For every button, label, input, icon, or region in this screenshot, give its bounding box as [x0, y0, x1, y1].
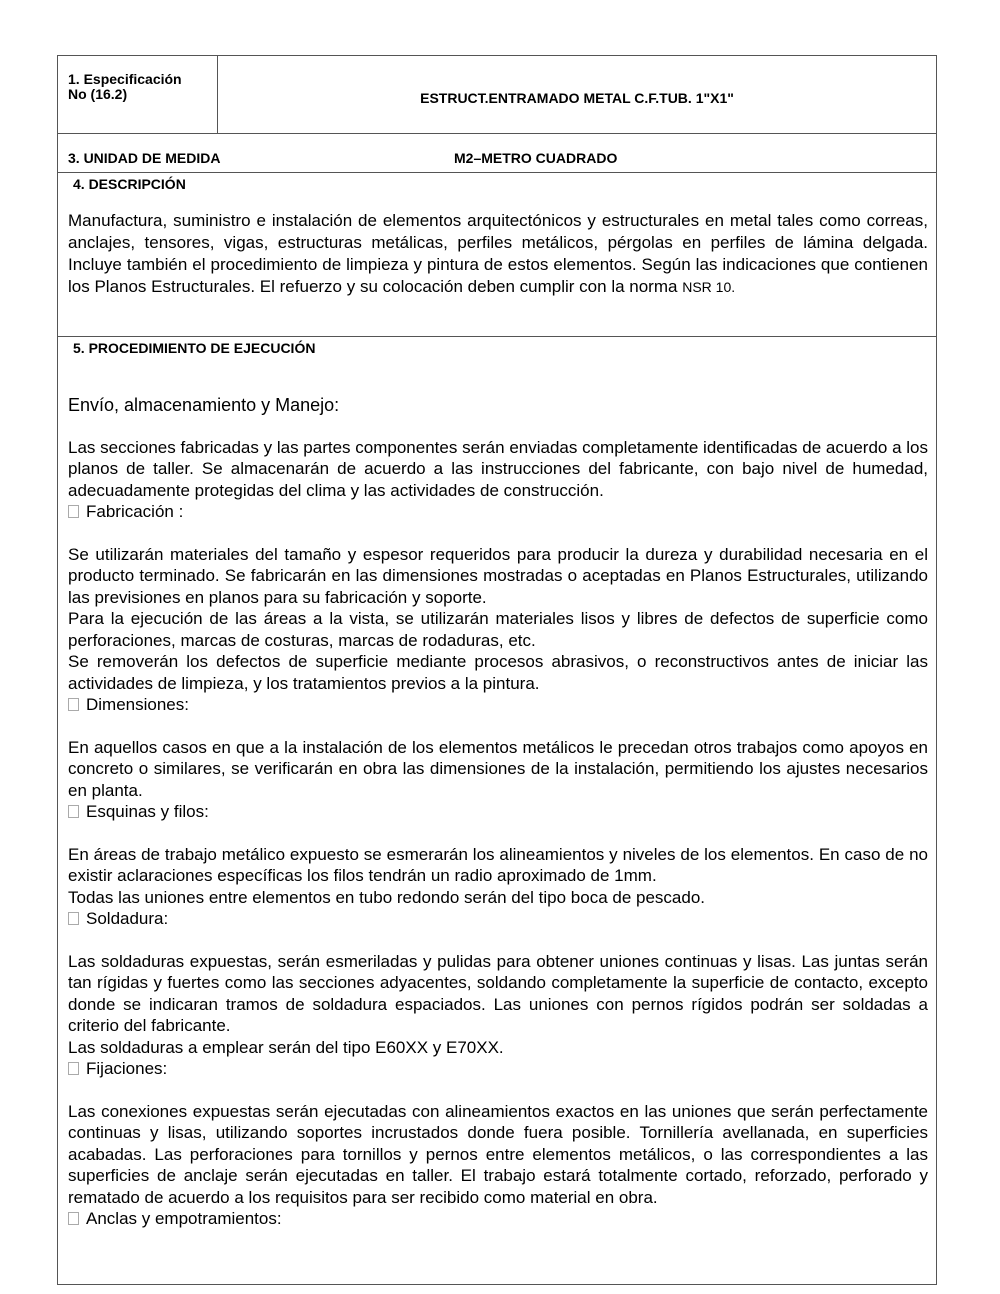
bullet-esquinas: Esquinas y filos: — [68, 801, 928, 823]
bullet-box-icon — [68, 698, 79, 711]
procedure-heading: 5. PROCEDIMIENTO DE EJECUCIÓN — [73, 340, 316, 356]
procedure-subtitle: Envío, almacenamiento y Manejo: — [68, 395, 340, 415]
bullet-soldadura: Soldadura: — [68, 908, 928, 930]
unit-value: M2–METRO CUADRADO — [454, 150, 618, 166]
description-norm: NSR 10. — [682, 279, 736, 295]
spec-number-cell — [58, 56, 218, 133]
spec-number: No (16.2) — [68, 86, 128, 102]
paragraph-envio: Las secciones fabricadas y las partes componentes serán enviadas completamente identificadas de acuerdo a los planos de taller. Se almacenarán de acuerdo a las instrucciones del fabricante, con bajo nivel de humedad, adecuadamente protegidas del clima y las actividades de construcción. — [68, 437, 928, 500]
bullet-box-icon — [68, 1212, 79, 1225]
bullet-dimensiones: Dimensiones: — [68, 694, 928, 716]
spec-header-row — [58, 56, 936, 134]
description-section — [58, 173, 936, 337]
spec-title: ESTRUCT.ENTRAMADO METAL C.F.TUB. 1"X1" — [420, 90, 734, 106]
paragraph-fabricacion-2: Para la ejecución de las áreas a la vista, se utilizarán materiales lisos y libres de defectos de superficie como perforaciones, marcas de costuras, marcas de rodaduras, etc. — [68, 609, 928, 650]
paragraph-fabricacion-3: Se removerán los defectos de superficie mediante procesos abrasivos, o reconstructivos antes de iniciar las actividades de limpieza, y los tratamientos previos a la pintura. — [68, 652, 928, 693]
procedure-section — [58, 337, 936, 1285]
paragraph-soldadura-2: Las soldaduras a emplear serán del tipo E60XX y E70XX. — [68, 1037, 504, 1057]
bullet-box-icon — [68, 805, 79, 818]
paragraph-dimensiones: En aquellos casos en que a la instalación de los elementos metálicos le precedan otros trabajos como apoyos en concreto o similares, se verificarán en obra las dimensiones de la instalación, permitiendo los ajustes necesarios en planta. — [68, 737, 928, 800]
bullet-fijaciones: Fijaciones: — [68, 1058, 928, 1080]
paragraph-esquinas-2: Todas las uniones entre elementos en tubo redondo serán del tipo boca de pescado. — [68, 887, 706, 907]
paragraph-esquinas-1: En áreas de trabajo metálico expuesto se esmerarán los alineamientos y niveles de los elementos. En caso de no existir aclaraciones específicas los filos tendrán un radio aproximado de 1mm. — [68, 844, 928, 885]
bullet-box-icon — [68, 1062, 79, 1075]
description-text — [68, 210, 928, 298]
description-body: Manufactura, suministro e instalación de elementos arquitectónicos y estructurales en metal tales como correas, anclajes, tensores, vigas, estructuras metálicas, perfiles metálicos, pérgolas en perfiles de lámina delgada. Incluye también el procedimiento de limpieza y pintura de estos elementos. Según las indicaciones que contienen los Planos Estructurales. El refuerzo y su colocación deben cumplir con la norma — [68, 211, 928, 296]
description-heading: 4. DESCRIPCIÓN — [73, 176, 186, 192]
unit-label: 3. UNIDAD DE MEDIDA — [68, 150, 221, 166]
paragraph-fijaciones: Las conexiones expuestas serán ejecutadas con alineamientos exactos en las uniones que serán perfectamente continuas y lisas, utilizando soportes incrustados donde fuera posible. Tornillería avellanada, en superficies acabadas. Las perforaciones para tornillos y pernos entre elementos metálicos, o las correspondientes a las superficies de anclaje serán ejecutadas en taller. El trabajo estará totalmente cortado, reforzado, perforado y rematado de acuerdo a los requisitos para ser recibido como material en obra. — [68, 1101, 928, 1207]
bullet-box-icon — [68, 912, 79, 925]
bullet-fabricacion: Fabricación : — [68, 501, 928, 523]
spec-label: 1. Especificación — [68, 71, 182, 87]
paragraph-soldadura-1: Las soldaduras expuestas, serán esmeriladas y pulidas para obtener uniones continuas y lisas. Las juntas serán tan rígidas y fuertes como las secciones adyacentes, soldando completamente la superficie de contacto, excepto donde se indicaran tramos de soldadura espaciados. Las uniones con pernos rígidos podrán ser soldadas a criterio del fabricante. — [68, 951, 928, 1035]
bullet-anclas: Anclas y empotramientos: — [68, 1208, 928, 1230]
bullet-box-icon — [68, 505, 79, 518]
procedure-body — [68, 395, 928, 1230]
spec-sheet — [57, 55, 937, 1285]
paragraph-fabricacion-1: Se utilizarán materiales del tamaño y espesor requeridos para producir la dureza y durabilidad necesaria en el producto terminado. Se fabricarán en las dimensiones mostradas o aceptadas en Planos Estructurales, utilizando las previsiones en planos para su fabricación y soporte. — [68, 544, 928, 607]
unit-row — [58, 134, 936, 173]
